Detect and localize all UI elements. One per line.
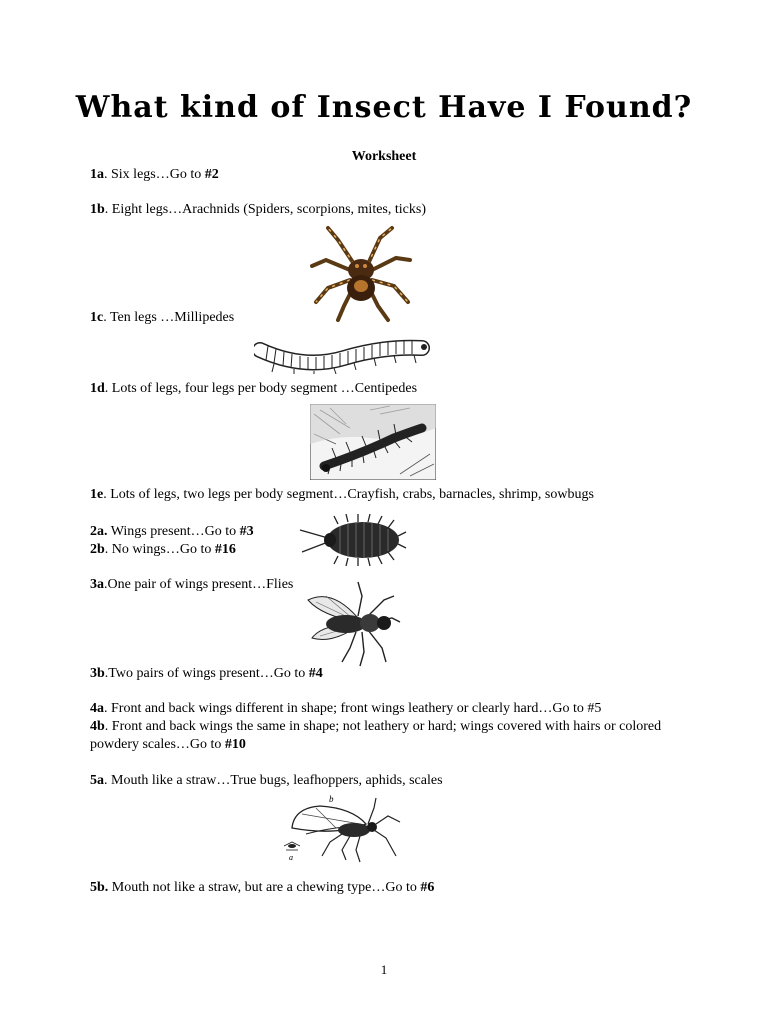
key-entry-5b: 5b. Mouth not like a straw, but are a chewing type…Go to #6 <box>90 880 435 895</box>
key-entry-2a: 2a. Wings present…Go to #3 <box>90 524 254 539</box>
page-subtitle: Worksheet <box>351 149 417 164</box>
page-title: What kind of Insect Have I Found? <box>75 90 693 125</box>
aphid-illustration <box>276 794 402 866</box>
aphid-label-b: b <box>329 794 334 804</box>
centipede-illustration <box>310 404 436 480</box>
millipede-illustration <box>254 330 430 374</box>
fly-illustration <box>302 578 402 668</box>
key-entry-1e: 1e. Lots of legs, two legs per body segment…Crayfish, crabs, barnacles, shrimp, sowbugs <box>90 487 594 502</box>
aphid-label-a: a <box>289 853 293 862</box>
key-entry-4a: 4a. Front and back wings different in shape; front wings leathery or clearly hard…Go to #5 <box>90 701 602 716</box>
sowbug-illustration <box>298 512 408 570</box>
key-entry-3b: 3b.Two pairs of wings present…Go to #4 <box>90 666 323 681</box>
entry-code: 1a <box>90 167 104 182</box>
key-entry-1d: 1d. Lots of legs, four legs per body segment …Centipedes <box>90 381 418 396</box>
key-entry-1c: 1c. Ten legs …Millipedes <box>90 310 235 325</box>
key-entry-4b: 4b. Front and back wings the same in shape; not leathery or hard; wings covered with hairs or colored powdery scales…Go to #10 <box>90 719 662 752</box>
key-entry-1a: 1a. Six legs…Go to #2 <box>90 167 219 182</box>
key-entry-1b: 1b. Eight legs…Arachnids (Spiders, scorpions, mites, ticks) <box>90 202 426 217</box>
key-entry-5a: 5a. Mouth like a straw…True bugs, leafhoppers, aphids, scales <box>90 773 443 788</box>
page-number: 1 <box>380 962 388 977</box>
key-entry-3a: 3a.One pair of wings present…Flies <box>90 577 294 592</box>
spider-illustration <box>308 220 414 324</box>
key-entry-2b: 2b. No wings…Go to #16 <box>90 542 236 557</box>
